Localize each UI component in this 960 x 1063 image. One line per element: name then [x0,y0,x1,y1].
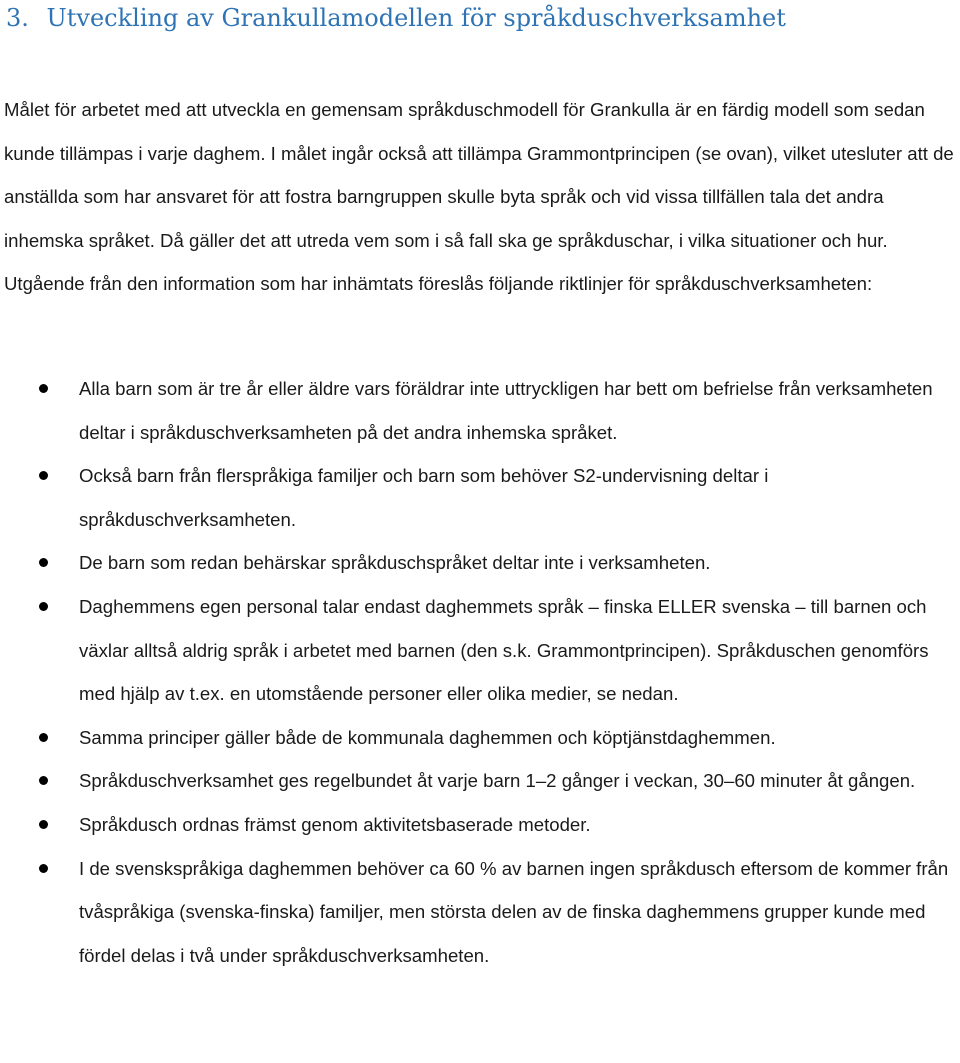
bullet-icon [39,558,48,567]
guidelines-list [0,367,960,977]
guideline-text: Också barn från flerspråkiga familjer och barn som behöver S2-undervisning deltar i språkduschverksamheten. [79,465,769,530]
bullet-icon [39,384,48,393]
guideline-text: De barn som redan behärskar språkduschspråket deltar inte i verksamheten. [79,552,711,574]
guideline-item [0,847,960,978]
bullet-icon [39,776,48,785]
bullet-icon [39,602,48,611]
guideline-text: Språkduschverksamhet ges regelbundet åt varje barn 1–2 gånger i veckan, 30–60 minuter åt gången. [79,770,916,792]
guideline-item [0,367,960,454]
guideline-item [0,716,960,760]
section-title: Utveckling av Grankullamodellen för språkduschverksamhet [46,4,786,32]
guideline-item [0,585,960,716]
guideline-item [0,541,960,585]
guideline-text: Daghemmens egen personal talar endast daghemmets språk – finska ELLER svenska – till barnen och växlar alltså aldrig språk i arbetet med barnen (den s.k. Grammontprincipen). Språkduschen genomförs med hjälp av t.ex. en utomstående personer eller olika medier, se nedan. [79,595,929,705]
section-number: 3. [6,4,29,32]
guideline-item [0,759,960,803]
bullet-icon [39,820,48,829]
guideline-text: Samma principer gäller både de kommunala daghemmen och köptjänstdaghemmen. [79,726,776,748]
bullet-icon [39,864,48,873]
guideline-text: Språkdusch ordnas främst genom aktivitetsbaserade metoder. [79,813,591,835]
bullet-icon [39,733,48,742]
guideline-text: I de svenskspråkiga daghemmen behöver ca 60 % av barnen ingen språkdusch eftersom de kommer från tvåspråkiga (svenska-finska) familjer, men största delen av de finska daghemmens grupper kunde med fördel delas i två under språkduschverksamheten. [79,857,949,966]
intro-paragraph: Målet för arbetet med att utveckla en gemensam språkduschmodell för Grankulla är en färdig modell som sedan kunde tillämpas i varje daghem. I målet ingår också att tillämpa Grammontprincipen (se ovan), vilket utesluter att de anställda som har ansvaret för att fostra barngruppen skulle byta språk och vid vissa tillfällen tala det andra inhemska språket. Då gäller det att utreda vem som i så fall ska ge språkduschar, i vilka situationer och hur. Utgående från den information som har inhämtats föreslås följande riktlinjer för språkduschverksamheten: [4,99,954,295]
guideline-item [0,803,960,847]
bullet-icon [39,471,48,480]
guideline-text: Alla barn som är tre år eller äldre vars föräldrar inte uttryckligen har bett om befrielse från verksamheten deltar i språkduschverksamheten på det andra inhemska språket. [79,378,933,443]
section-heading [6,2,786,34]
guideline-item [0,454,960,541]
